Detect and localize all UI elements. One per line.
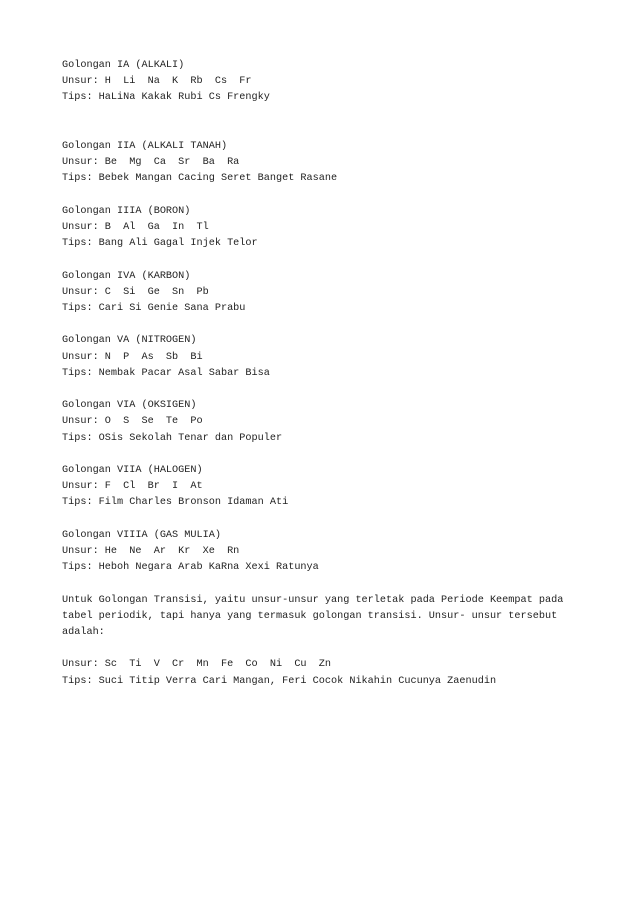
- section-tips: Tips: HaLiNa Kakak Rubi Cs Frengky: [62, 92, 270, 104]
- section-tips: Tips: OSis Sekolah Tenar dan Populer: [62, 432, 283, 444]
- document-page: [62, 58, 582, 706]
- section-golongan-iia: [62, 139, 582, 188]
- section-unsur: Unsur: He Ne Ar Kr Xe Rn: [62, 545, 240, 557]
- transisi-paragraph: Untuk Golongan Transisi, yaitu unsur-unsur yang terletak pada Periode Keempat pada tabel periodik, tapi hanya yang termasuk golongan transisi. Unsur- unsur tersebut adalah:: [62, 594, 564, 638]
- section-heading: Golongan IA (ALKALI): [62, 60, 185, 71]
- section-heading: Golongan IIA (ALKALI TANAH): [62, 141, 228, 152]
- section-heading: Golongan IIIA (BORON): [62, 205, 191, 217]
- section-tips: Tips: Cari Si Genie Sana Prabu: [62, 303, 246, 314]
- section-heading: Golongan VA (NITROGEN): [62, 335, 197, 347]
- section-unsur: Unsur: Sc Ti V Cr Mn Fe Co Ni Cu Zn: [62, 659, 331, 671]
- section-golongan-viia: [62, 463, 582, 512]
- section-heading: Golongan VIA (OKSIGEN): [62, 400, 197, 412]
- section-unsur: Unsur: H Li Na K Rb Cs Fr: [62, 76, 252, 88]
- section-tips: Tips: Heboh Negara Arab KaRna Xexi Ratunya: [62, 562, 319, 574]
- section-transisi: [62, 657, 582, 689]
- section-transisi-intro: [62, 593, 582, 642]
- section-heading: Golongan VIIA (HALOGEN): [62, 464, 203, 476]
- section-golongan-via: [62, 398, 582, 447]
- section-golongan-iiia: [62, 204, 582, 253]
- section-golongan-ia: [62, 58, 582, 107]
- section-tips: Tips: Suci Titip Verra Cari Mangan, Feri Cocok Nikahin Cucunya Zaenudin: [62, 675, 497, 687]
- section-tips: Tips: Nembak Pacar Asal Sabar Bisa: [62, 367, 270, 379]
- section-unsur: Unsur: N P As Sb Bi: [62, 351, 203, 363]
- section-golongan-iva: [62, 269, 582, 318]
- section-unsur: Unsur: F Cl Br I At: [62, 481, 203, 493]
- section-heading: Golongan VIIIA (GAS MULIA): [62, 529, 221, 541]
- section-tips: Tips: Bang Ali Gagal Injek Telor: [62, 238, 258, 250]
- section-unsur: Unsur: C Si Ge Sn Pb: [62, 286, 209, 298]
- section-unsur: Unsur: O S Se Te Po: [62, 416, 203, 428]
- section-heading: Golongan IVA (KARBON): [62, 270, 191, 282]
- section-tips: Tips: Film Charles Bronson Idaman Ati: [62, 497, 289, 509]
- section-golongan-viiia: [62, 528, 582, 577]
- section-tips: Tips: Bebek Mangan Cacing Seret Banget Rasane: [62, 173, 338, 185]
- section-unsur: Unsur: B Al Ga In Tl: [62, 222, 209, 233]
- section-unsur: Unsur: Be Mg Ca Sr Ba Ra: [62, 157, 240, 169]
- section-golongan-va: [62, 333, 582, 382]
